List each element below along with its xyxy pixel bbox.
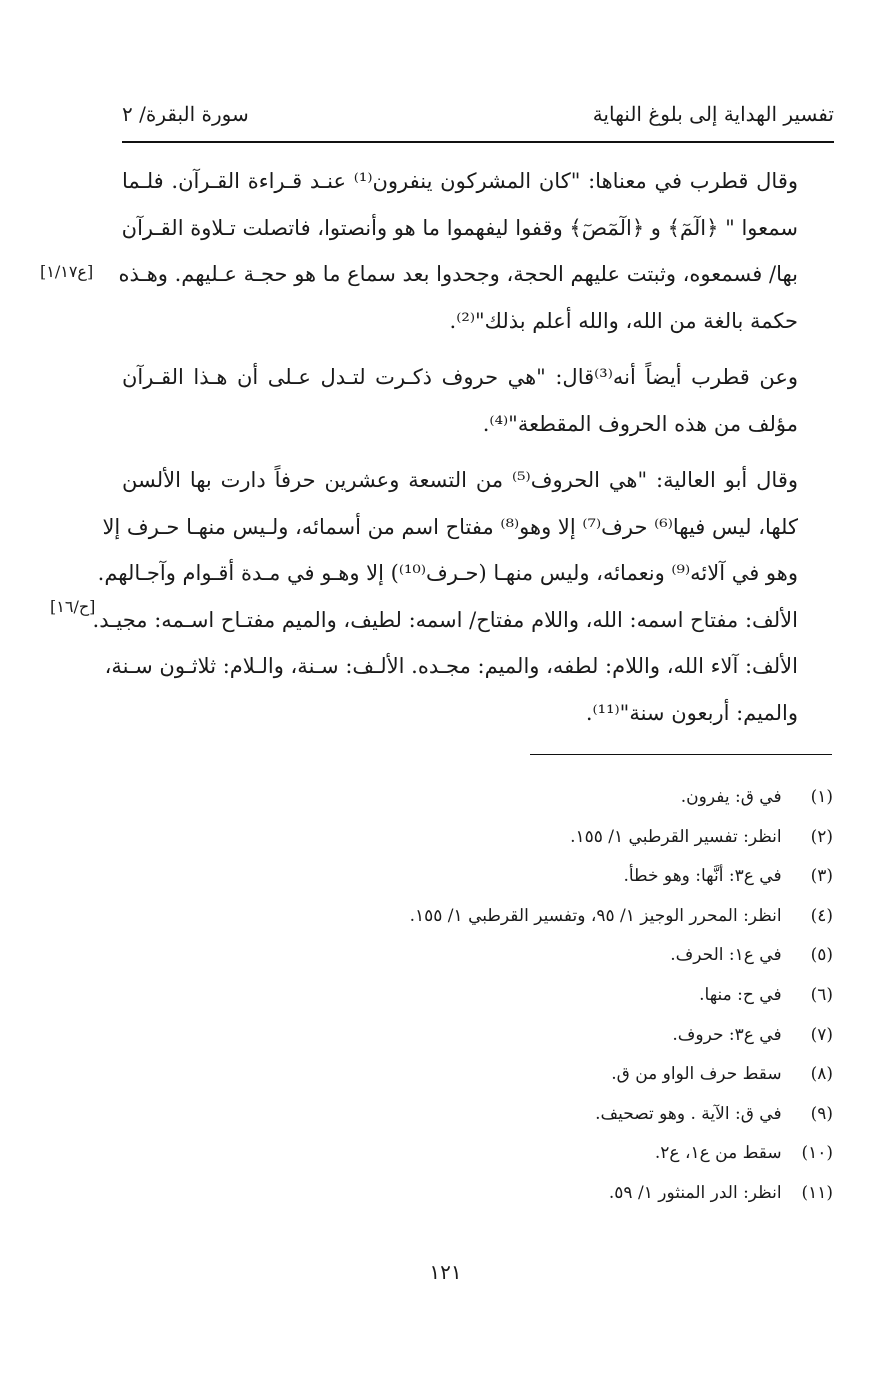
footnote-number: (١١) — [801, 1182, 833, 1203]
footnote-text: انظر: تفسير القرطبي ١/ ١٥٥. — [570, 826, 782, 847]
footnote-number: (٩) — [810, 1103, 833, 1124]
footnote-number: (١٠) — [801, 1143, 833, 1164]
footnote-number: (١) — [810, 787, 833, 807]
footnote-text: في ق: يفرون. — [680, 787, 782, 807]
footnote-item — [273, 857, 833, 897]
footnote-item — [273, 778, 833, 818]
footnotes — [273, 778, 833, 1214]
text-line: حكمة بالغة من الله، والله أعلم بذلك"⁽²⁾. — [449, 308, 798, 333]
footnote-text: في ع١: الحرف. — [670, 945, 782, 966]
footnote-number: (٧) — [810, 1024, 833, 1045]
book-title: تفسير الهداية إلى بلوغ النهاية — [592, 102, 834, 126]
text-line: الألف: آلاء الله، واللام: لطفه، والميم: مجـده. الألـف: سـنة، والـلام: ثلاثـون سـنة، — [104, 654, 798, 678]
text-line: وقال قطرب في معناها: "كان المشركون ينفرون⁽¹⁾ عنـد قـراءة القـرآن. فلـما — [122, 169, 798, 193]
footnote-item — [273, 897, 833, 937]
text-line: سمعوا " ﴿الٓمٓ﴾ و ﴿الٓمٓصٓ﴾ وقفوا ليفهموا ما هو وأنصتوا، فاتصلت تـلاوة القـرآن — [121, 215, 798, 240]
text-line: والميم: أربعون سنة"⁽¹¹⁾. — [585, 700, 798, 725]
footnote-item — [273, 1095, 833, 1135]
footnote-text: في ع٣: حروف. — [672, 1024, 782, 1045]
main-text — [92, 158, 834, 746]
footnote-item — [273, 818, 833, 858]
footnote-item — [273, 1174, 833, 1214]
footnote-text: في ح: منها. — [699, 984, 782, 1005]
footnote-number: (٥) — [810, 945, 833, 966]
footnote-text: انظر: الدر المنثور ١/ ٥٩. — [608, 1182, 782, 1203]
footnote-number: (٨) — [810, 1064, 833, 1085]
text-line: الألف: مفتاح اسمه: الله، واللام مفتاح/ اسمه: لطيف، والميم مفتـاح اسـمه: مجيـد. — [92, 607, 798, 632]
text-line: بها/ فسمعوه، وثبتت عليهم الحجة، وجحدوا بعد سماع ما هو حجـة عـليهم. وهـذه — [118, 262, 798, 286]
footnote-text: في ع٣: أنَّها: وهو خطأ. — [623, 866, 782, 887]
footnote-item — [273, 1055, 833, 1095]
footnote-divider — [530, 754, 832, 755]
text-line: وهو في آلائه⁽⁹⁾ ونعمائه، وليس منهـا (حـرف⁽¹⁰⁾) إلا وهـو في مـدة أقـوام وآجـالهم. — [97, 561, 798, 585]
footnote-item — [273, 1134, 833, 1174]
footnote-text: سقط من ع١، ع٢. — [654, 1143, 782, 1164]
header-divider — [122, 141, 834, 143]
footnote-number: (٢) — [810, 826, 833, 847]
footnote-number: (٦) — [810, 984, 833, 1005]
paragraph-3 — [92, 457, 834, 736]
page-number: ١٢١ — [429, 1260, 462, 1284]
footnote-item — [273, 936, 833, 976]
text-line: وعن قطرب أيضاً أنه⁽³⁾قال: "هي حروف ذكـرت لتـدل عـلى أن هـذا القـرآن — [122, 365, 798, 389]
footnote-text: انظر: المحرر الوجيز ١/ ٩٥، وتفسير القرطبي ١/ ١٥٥. — [409, 905, 782, 926]
footnote-number: (٤) — [810, 905, 833, 926]
running-header — [122, 96, 834, 136]
footnote-number: (٣) — [810, 866, 833, 887]
footnote-item — [273, 1016, 833, 1056]
manuscript-margin-note: [ع١/١٧] — [40, 262, 94, 281]
text-line: مؤلف من هذه الحروف المقطعة"⁽⁴⁾. — [482, 411, 798, 436]
paragraph-2 — [122, 354, 834, 447]
surah-label: سورة البقرة/ ٢ — [122, 102, 249, 126]
text-line: وقال أبو العالية: "هي الحروف⁽⁵⁾ من التسعة وعشرين حرفاً دارت بها الألسن — [122, 468, 798, 492]
text-line: كلها، ليس فيها⁽⁶⁾ حرف⁽⁷⁾ إلا وهو⁽⁸⁾ مفتاح اسم من أسمائه، ولـيس منهـا حـرف إلا — [102, 514, 798, 539]
paragraph-1 — [118, 158, 834, 344]
footnote-text: سقط حرف الواو من ق. — [611, 1064, 782, 1085]
footnote-item — [273, 976, 833, 1016]
manuscript-margin-note: [ح/١٦] — [50, 597, 96, 616]
footnote-text: في ق: الآية . وهو تصحيف. — [595, 1103, 782, 1124]
